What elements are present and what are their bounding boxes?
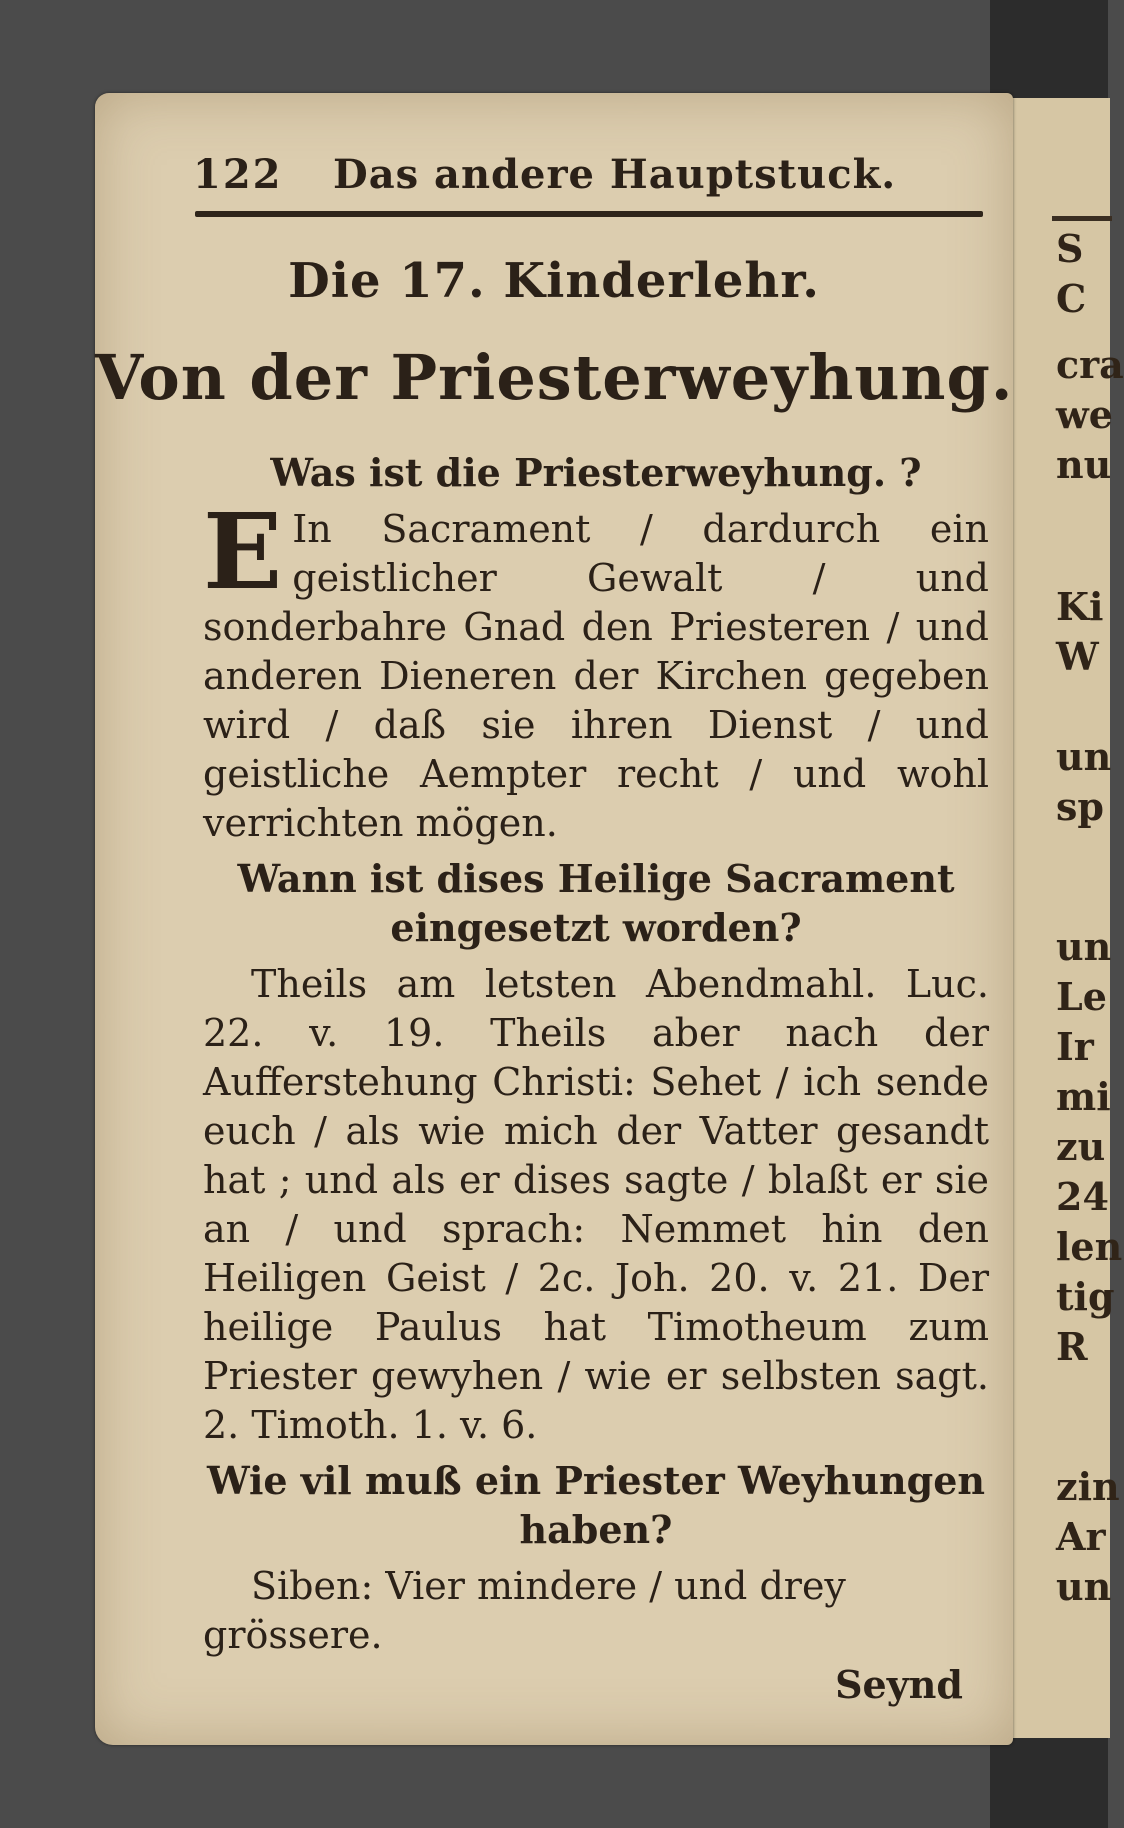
facing-fragment: un [1056,924,1112,969]
facing-fragment: tig [1056,1274,1115,1319]
chapter-title: Von der Priesterweyhung. [95,341,1014,414]
answer: Theils am letsten Abendmahl. Luc. 22. v. 19. Theils aber nach der Aufferstehung Christi: Sehet / ich sende euch / als wie mich der Vatter gesandt hat ; und als er dises sagte / blaßt er sie an / und sprach: Nemmet hin den Heiligen Geist / 2c. Joh. 20. v. 21. Der heilige Paulus hat Timotheum zum Priester gewyhen / wie er selbsten sagt. 2. Timoth. 1. v. 6. [203,962,989,1447]
facing-fragment: mi [1056,1074,1111,1119]
facing-fragment: Ki [1056,584,1104,629]
facing-fragment: len [1056,1224,1123,1269]
lesson-heading: Die 17. Kinderlehr. [288,253,820,309]
facing-fragment: zu [1056,1124,1106,1169]
facing-fragment: we [1056,392,1113,437]
facing-fragment: nu [1056,442,1112,487]
facing-fragment: Ar [1056,1514,1106,1559]
facing-fragment: un [1056,734,1112,779]
question: Wie vil muß ein Priester Weyhungen haben? [206,1458,986,1552]
facing-fragment: cra [1056,342,1124,387]
book-page [95,93,1013,1745]
text-body [203,448,989,1709]
drop-cap: E [203,490,283,613]
header-rule [195,211,983,217]
page-header [193,145,993,205]
facing-fragment: Ir [1056,1024,1094,1069]
answer-text: Siben: Vier mindere / und drey grössere. [203,1564,846,1657]
facing-header-rule [1052,216,1112,221]
facing-fragment: R [1056,1324,1088,1369]
question: Was ist die Priesterweyhung. ? [270,450,922,495]
facing-fragment: Le [1056,974,1107,1019]
page-number: 122 [193,151,283,198]
facing-fragment: W [1056,634,1099,679]
facing-page [1006,98,1124,1738]
answer-text: In Sacrament / dardurch ein geistlicher Gewalt / und sonderbahre Gnad den Priesteren / und anderen Dieneren der Kirchen gegeben wird / daß sie ihren Dienst / und geistliche Aempter recht / und wohl verrichten mögen. [203,507,989,845]
facing-fragment: sp [1056,784,1104,829]
catchword-line [203,1660,989,1709]
answer [203,490,989,848]
facing-fragment: un [1056,1564,1112,1609]
question: Wann ist dises Heilige Sacrament eingesetzt worden? [237,856,955,950]
running-head: Das andere Hauptstuck. [333,151,897,198]
facing-fragment: C [1056,276,1087,321]
catchword: Seynd [835,1662,963,1707]
facing-fragment: S [1056,226,1084,271]
facing-fragment: 24 [1056,1174,1109,1219]
answer [203,1562,989,1660]
facing-fragment: zin [1056,1464,1120,1509]
